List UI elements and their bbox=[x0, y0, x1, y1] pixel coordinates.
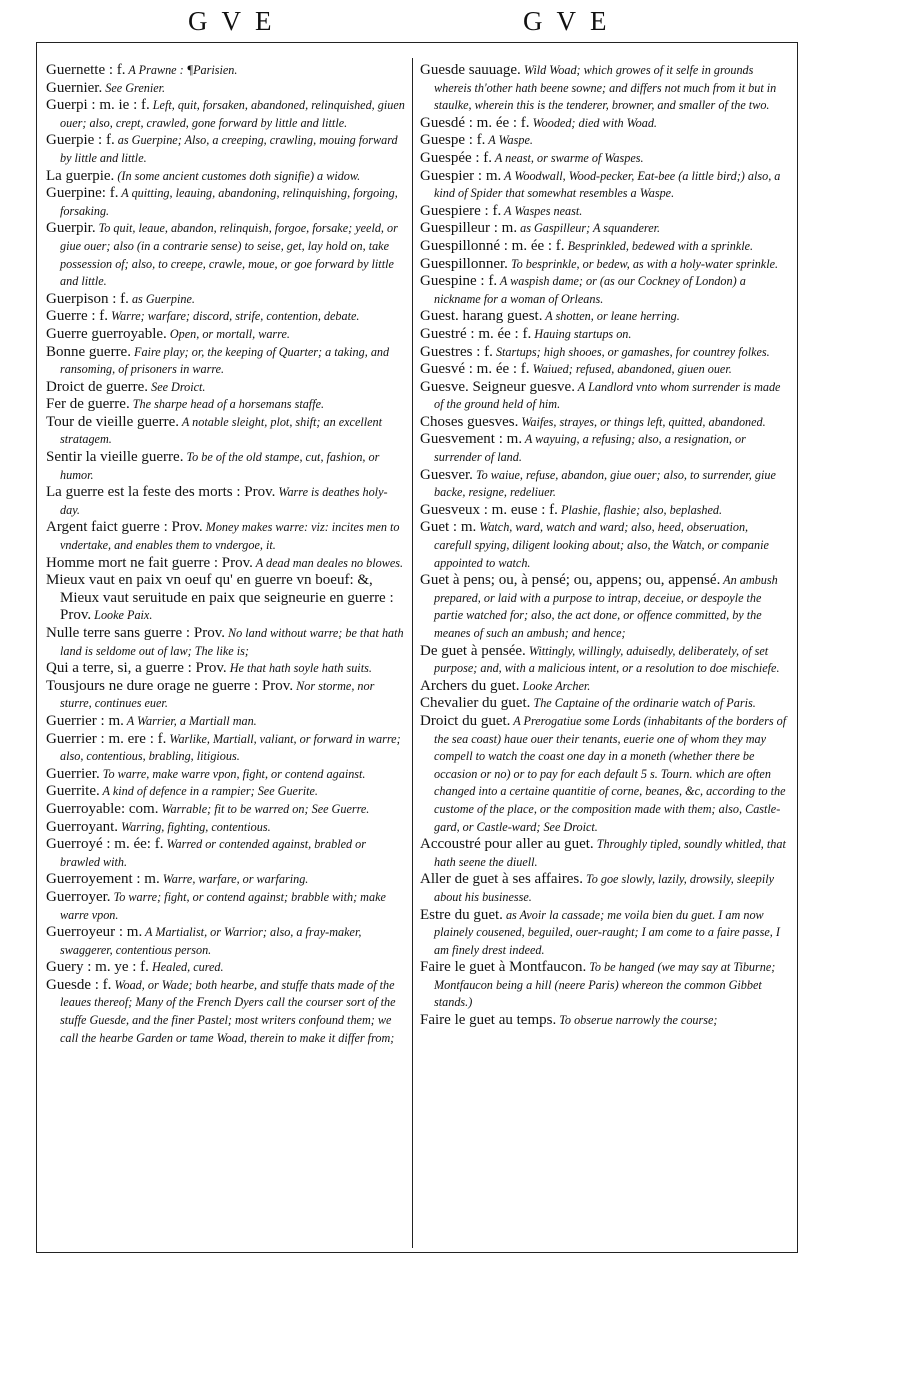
entry-definition: A Woodwall, Wood-pecker, Eat-bee (a little bird;) also, a kind of Spider that somewhat resembles a Waspe. bbox=[434, 168, 781, 201]
entry-definition: Looke Paix. bbox=[91, 608, 153, 623]
entry-headword: Guerroyé : m. ée: f. bbox=[46, 836, 164, 853]
right-column bbox=[420, 62, 788, 1030]
entry-headword: Guespée : f. bbox=[420, 149, 493, 166]
entry-definition: Waiued; refused, abandoned, giuen ouer. bbox=[529, 362, 732, 377]
entry-headword: Guesver. bbox=[420, 466, 473, 483]
entry-headword: Guestres : f. bbox=[420, 343, 493, 360]
entry-headword: Argent faict guerre : Prov. bbox=[46, 519, 203, 536]
entry-headword: Guespine : f. bbox=[420, 273, 498, 290]
entry-definition: A Prerogatiue some Lords (inhabitants of the borders of the sea coast) haue ouer their tenants, euerie one of whom they may compell to watch the coast one day in a moneth (whether there be occasion or no) or to pay for each default 5 s. Tourn. which are often changed into a certaine quantitie of corne, beanes, &c, according to the custome of the place, or the composition made with them; also, Castle-gard, or Castle-ward; See Droict. bbox=[434, 713, 787, 834]
dictionary-entry bbox=[46, 97, 406, 132]
entry-headword: Nulle terre sans guerre : Prov. bbox=[46, 625, 225, 641]
entry-definition: Woad, or Wade; both hearbe, and stuffe thats made of the leaues thereof; Many of the French Dyers call the courser sort of the stuffe Guesde, and the finer Pastel; most writers confound them; we call the hearbe Garden or tame Woad, therein to make it differ from; bbox=[60, 977, 396, 1045]
dictionary-entry bbox=[420, 572, 788, 642]
entry-headword: Guespiere : f. bbox=[420, 202, 502, 219]
entry-definition: To quit, leaue, abandon, relinquish, forgoe, forsake; yeeld, or giue ouer; also (in a contrarie sense) to seise, get, lay hold on, take possession of; also, to creepe, crawle, moue, or goe forward by little and little. bbox=[60, 221, 398, 289]
entry-definition: (In some ancient customes doth signifie) a widow. bbox=[114, 168, 361, 183]
entry-headword: Guerpi : m. ie : f. bbox=[46, 97, 150, 114]
entry-definition: A Warrier, a Martiall man. bbox=[123, 713, 257, 728]
entry-definition: Warre is deathes holy-day. bbox=[60, 485, 388, 517]
dictionary-entry bbox=[46, 132, 406, 167]
entry-definition: Watch, ward, watch and ward; also, heed, obseruation, carefull spying, diligent looking about; also, the Watch, or companie appointed to watch. bbox=[434, 520, 769, 570]
entry-definition: A dead man deales no blowes. bbox=[252, 555, 404, 570]
dictionary-entry bbox=[420, 1012, 788, 1030]
dictionary-entry bbox=[420, 836, 788, 871]
dictionary-entry bbox=[46, 449, 406, 484]
entry-headword: Guesvement : m. bbox=[420, 431, 523, 448]
dictionary-entry bbox=[420, 713, 788, 836]
entry-headword: Guespier : m. bbox=[420, 167, 502, 184]
entry-headword: Guespilleur : m. bbox=[420, 220, 518, 237]
entry-headword: Choses guesves. bbox=[420, 413, 519, 430]
entry-definition: A waspish dame; or (as our Cockney of London) a nickname for a woman of Orleans. bbox=[434, 274, 746, 306]
left-column bbox=[46, 62, 406, 1047]
dictionary-entry bbox=[46, 308, 406, 326]
entry-definition: Waifes, strayes, or things left, quitted, abandoned. bbox=[518, 414, 766, 429]
dictionary-entry bbox=[46, 291, 406, 309]
dictionary-entry bbox=[420, 115, 788, 133]
entry-definition: A shotten, or leane herring. bbox=[542, 309, 680, 324]
entry-definition: Wild Woad; which growes of it selfe in grounds whereis th'other hath beene sowne; and differs not much from it but in staulke, wherein this is the tenderer, browner, and smaller of the two. bbox=[434, 63, 777, 113]
entry-definition: Plashie, flashie; also, beplashed. bbox=[557, 502, 723, 517]
entry-definition: To waiue, refuse, abandon, giue ouer; also, to surrender, giue backe, resigne, redeliuer. bbox=[434, 467, 776, 500]
entry-headword: Droict du guet. bbox=[420, 712, 511, 729]
entry-definition: Wittingly, willingly, aduisedly, deliberately, of set purpose; and, with a malicious intent, or a resolution to doe mischiefe. bbox=[434, 643, 780, 676]
entry-headword: Guesdé : m. ée : f. bbox=[420, 114, 530, 131]
entry-headword: Guerrier : m. bbox=[46, 712, 124, 729]
entry-headword: Guet à pens; ou, à pensé; ou, appens; ou, appensé. bbox=[420, 572, 721, 589]
dictionary-entry bbox=[420, 467, 788, 502]
dictionary-entry bbox=[420, 344, 788, 362]
dictionary-entry bbox=[46, 977, 406, 1047]
entry-definition: To be hanged (we may say at Tiburne; Montfaucon being a hill (neere Paris) whereon the common Gibbet stands.) bbox=[434, 960, 776, 1010]
entry-headword: La guerpie. bbox=[46, 167, 115, 184]
entry-headword: Sentir la vieille guerre. bbox=[46, 449, 184, 466]
entry-headword: Guerpie : f. bbox=[46, 132, 115, 149]
entry-definition: Faire play; or, the keeping of Quarter; a taking, and ransoming, of prisoners in warre. bbox=[60, 344, 390, 377]
entry-definition: An ambush prepared, or laid with a purpose to intrap, deceiue, or despoyle the partie watched for; also, the act done, or offence committed, by the meanes of such an ambush; and hence; bbox=[434, 573, 778, 640]
entry-headword: Estre du guet. bbox=[420, 906, 503, 923]
dictionary-entry bbox=[420, 308, 788, 326]
entry-definition: To be of the old stampe, cut, fashion, or humor. bbox=[60, 450, 380, 482]
entry-headword: Droict de guerre. bbox=[46, 378, 149, 395]
dictionary-entry bbox=[46, 889, 406, 924]
entry-definition: The sharpe head of a horsemans staffe. bbox=[129, 397, 325, 412]
entry-headword: Tour de vieille guerre. bbox=[46, 413, 180, 430]
dictionary-entry bbox=[46, 678, 406, 713]
dictionary-entry bbox=[46, 766, 406, 784]
entry-headword: Guet : m. bbox=[420, 519, 477, 536]
entry-headword: Aller de guet à ses affaires. bbox=[420, 871, 583, 888]
dictionary-entry bbox=[46, 783, 406, 801]
entry-headword: Guespillonné : m. ée : f. bbox=[420, 237, 565, 254]
entry-definition: A Landlord vnto whom surrender is made of the ground held of him. bbox=[434, 379, 781, 412]
entry-headword: Mieux vaut en paix vn oeuf qu' en guerre vn boeuf: &, Mieux vaut seruitude en paix que seigneurie en guerre : Prov. bbox=[46, 572, 394, 624]
dictionary-entry bbox=[420, 379, 788, 414]
dictionary-entry bbox=[46, 660, 406, 678]
entry-definition: Warring, fighting, contentious. bbox=[118, 819, 271, 834]
entry-definition: A notable sleight, plot, shift; an excellent stratagem. bbox=[60, 414, 383, 447]
entry-definition: To warre; fight, or contend against; brabble with; make warre vpon. bbox=[60, 889, 386, 922]
dictionary-entry bbox=[46, 220, 406, 290]
dictionary-entry bbox=[46, 924, 406, 959]
dictionary-entry bbox=[46, 555, 406, 573]
entry-headword: Chevalier du guet. bbox=[420, 695, 531, 712]
dictionary-entry bbox=[46, 625, 406, 660]
entry-definition: See Grenier. bbox=[102, 80, 166, 95]
entry-headword: Guerpine: f. bbox=[46, 185, 119, 202]
entry-definition: A wayuing, a refusing; also, a resignation, or surrender of land. bbox=[434, 432, 746, 465]
dictionary-entry bbox=[46, 62, 406, 80]
entry-definition: as Guerpine. bbox=[128, 291, 195, 306]
dictionary-entry bbox=[420, 643, 788, 678]
dictionary-entry bbox=[420, 238, 788, 256]
entry-definition: The Captaine of the ordinarie watch of Paris. bbox=[530, 696, 756, 711]
dictionary-entry bbox=[420, 132, 788, 150]
dictionary-entry bbox=[46, 819, 406, 837]
entry-definition: Healed, cured. bbox=[148, 960, 224, 975]
entry-definition: as Avoir la cassade; me voila bien du guet. I am now plainely cousened, beguiled, ouer-raught; I am come to a faire passe, I am finely drest indeed. bbox=[434, 907, 780, 957]
entry-definition: as Gaspilleur; A squanderer. bbox=[517, 221, 661, 236]
entry-headword: Archers du guet. bbox=[420, 677, 520, 694]
dictionary-entry bbox=[46, 519, 406, 554]
entry-definition: To warre, make warre vpon, fight, or contend against. bbox=[99, 766, 366, 781]
entry-definition: Warrable; fit to be warred on; See Guerre. bbox=[158, 801, 370, 816]
entry-definition: Money makes warre: viz: incites men to vndertake, and enables them to vndergoe, it. bbox=[60, 520, 400, 553]
entry-definition: No land without warre; be that hath land is seldome out of law; The like is; bbox=[60, 626, 404, 658]
entry-definition: See Droict. bbox=[148, 379, 206, 394]
dictionary-entry bbox=[420, 62, 788, 115]
entry-definition: To obserue narrowly the course; bbox=[556, 1013, 718, 1028]
entry-definition: Nor storme, nor sturre, continues euer. bbox=[60, 678, 375, 711]
entry-definition: To goe slowly, lazily, drowsily, sleepily about his businesse. bbox=[434, 872, 775, 904]
entry-definition: Throughly tipled, soundly whitled, that hath seene the diuell. bbox=[434, 837, 786, 869]
entry-headword: Homme mort ne fait guerre : Prov. bbox=[46, 554, 253, 571]
entry-definition: Warre, warfare, or warfaring. bbox=[159, 872, 309, 887]
entry-definition: Looke Archer. bbox=[519, 678, 591, 693]
entry-headword: Guerrite. bbox=[46, 783, 100, 800]
dictionary-entry bbox=[46, 484, 406, 519]
dictionary-entry bbox=[46, 572, 406, 625]
dictionary-entry bbox=[420, 150, 788, 168]
entry-headword: Guespe : f. bbox=[420, 132, 486, 149]
entry-definition: To besprinkle, or bedew, as with a holy-water sprinkle. bbox=[507, 256, 779, 271]
dictionary-entry bbox=[420, 168, 788, 203]
dictionary-entry bbox=[420, 431, 788, 466]
dictionary-entry bbox=[46, 731, 406, 766]
entry-definition: as Guerpine; Also, a creeping, crawling, mouing forward by little and little. bbox=[60, 133, 398, 165]
entry-headword: Guerrier : m. ere : f. bbox=[46, 730, 167, 747]
dictionary-entry bbox=[46, 414, 406, 449]
dictionary-entry bbox=[420, 678, 788, 696]
entry-headword: Guesvé : m. ée : f. bbox=[420, 361, 530, 378]
entry-definition: Left, quit, forsaken, abandoned, relinquished, giuen ouer; also, crept, crawled, gone forward by little and little. bbox=[60, 98, 405, 130]
dictionary-entry bbox=[420, 519, 788, 572]
dictionary-entry bbox=[420, 203, 788, 221]
dictionary-entry bbox=[420, 326, 788, 344]
dictionary-entry bbox=[46, 713, 406, 731]
entry-headword: Guest. harang guest. bbox=[420, 308, 543, 325]
dictionary-entry bbox=[46, 801, 406, 819]
entry-headword: La guerre est la feste des morts : Prov. bbox=[46, 484, 276, 501]
entry-headword: Guesde : f. bbox=[46, 976, 112, 993]
dictionary-entry bbox=[46, 326, 406, 344]
entry-headword: Guery : m. ye : f. bbox=[46, 959, 149, 976]
dictionary-entry bbox=[420, 907, 788, 960]
entry-headword: Guerroyable: com. bbox=[46, 800, 159, 817]
entry-headword: Guerroyeur : m. bbox=[46, 924, 143, 941]
entry-headword: Guernier. bbox=[46, 79, 103, 96]
dictionary-entry bbox=[420, 414, 788, 432]
right-running-header: GVE bbox=[523, 6, 621, 36]
dictionary-entry bbox=[420, 220, 788, 238]
dictionary-entry bbox=[46, 836, 406, 871]
dictionary-entry bbox=[420, 361, 788, 379]
entry-headword: Guerre guerroyable. bbox=[46, 325, 167, 342]
entry-headword: Bonne guerre. bbox=[46, 343, 131, 360]
entry-definition: A Waspes neast. bbox=[501, 203, 583, 218]
entry-headword: Guerpir. bbox=[46, 220, 96, 237]
dictionary-entry bbox=[46, 379, 406, 397]
left-running-header: GVE bbox=[188, 6, 286, 36]
entry-headword: Faire le guet au temps. bbox=[420, 1012, 557, 1029]
entry-headword: Guestré : m. ée : f. bbox=[420, 325, 532, 342]
dictionary-entry bbox=[420, 502, 788, 520]
entry-headword: Guespillonner. bbox=[420, 255, 508, 272]
entry-definition: A neast, or swarme of Waspes. bbox=[492, 150, 644, 165]
entry-definition: Warlike, Martiall, valiant, or forward in warre; also, contentious, brabling, litigious. bbox=[60, 731, 401, 764]
column-divider bbox=[412, 58, 413, 1248]
entry-headword: Guerre : f. bbox=[46, 308, 109, 325]
entry-headword: De guet à pensée. bbox=[420, 642, 526, 659]
entry-definition: A Waspe. bbox=[485, 133, 533, 148]
dictionary-entry bbox=[420, 871, 788, 906]
dictionary-entry bbox=[420, 959, 788, 1012]
entry-headword: Guesveux : m. euse : f. bbox=[420, 501, 558, 518]
dictionary-entry bbox=[46, 959, 406, 977]
entry-headword: Guerrier. bbox=[46, 765, 100, 782]
entry-headword: Guesve. Seigneur guesve. bbox=[420, 378, 575, 395]
entry-headword: Guerroyant. bbox=[46, 818, 119, 835]
dictionary-entry bbox=[420, 256, 788, 274]
entry-definition: Open, or mortall, warre. bbox=[166, 326, 290, 341]
entry-headword: Guerroyer. bbox=[46, 888, 111, 905]
entry-headword: Guerroyement : m. bbox=[46, 871, 160, 888]
entry-headword: Guernette : f. bbox=[46, 62, 126, 78]
entry-headword: Fer de guerre. bbox=[46, 396, 130, 413]
entry-definition: He that hath soyle hath suits. bbox=[226, 661, 372, 676]
entry-definition: Warred or contended against, brabled or brawled with. bbox=[60, 837, 367, 869]
entry-headword: Qui a terre, si, a guerre : Prov. bbox=[46, 660, 227, 677]
entry-definition: Hauing startups on. bbox=[531, 326, 632, 341]
entry-definition: A Prawne : ¶Parisien. bbox=[125, 63, 238, 77]
entry-definition: Startups; high shooes, or gamashes, for countrey folkes. bbox=[492, 344, 770, 359]
dictionary-entry bbox=[46, 168, 406, 186]
dictionary-entry bbox=[46, 344, 406, 379]
dictionary-entry bbox=[46, 396, 406, 414]
entry-definition: Wooded; died with Woad. bbox=[529, 115, 657, 130]
dictionary-entry bbox=[46, 80, 406, 98]
entry-headword: Guesde sauuage. bbox=[420, 62, 521, 78]
entry-headword: Faire le guet à Montfaucon. bbox=[420, 959, 587, 976]
dictionary-entry bbox=[46, 871, 406, 889]
dictionary-entry bbox=[420, 273, 788, 308]
entry-definition: Warre; warfare; discord, strife, contention, debate. bbox=[108, 309, 360, 324]
entry-definition: A quitting, leauing, abandoning, relinquishing, forgoing, forsaking. bbox=[60, 186, 398, 218]
entry-definition: A kind of defence in a rampier; See Guerite. bbox=[99, 784, 318, 799]
dictionary-entry bbox=[420, 695, 788, 713]
entry-headword: Guerpison : f. bbox=[46, 290, 129, 307]
entry-headword: Tousjours ne dure orage ne guerre : Prov. bbox=[46, 677, 294, 694]
dictionary-entry bbox=[46, 185, 406, 220]
entry-headword: Accoustré pour aller au guet. bbox=[420, 836, 594, 853]
entry-definition: Besprinkled, bedewed with a sprinkle. bbox=[564, 238, 754, 253]
entry-definition: A Martialist, or Warrior; also, a fray-maker, swaggerer, contentious person. bbox=[60, 925, 362, 957]
